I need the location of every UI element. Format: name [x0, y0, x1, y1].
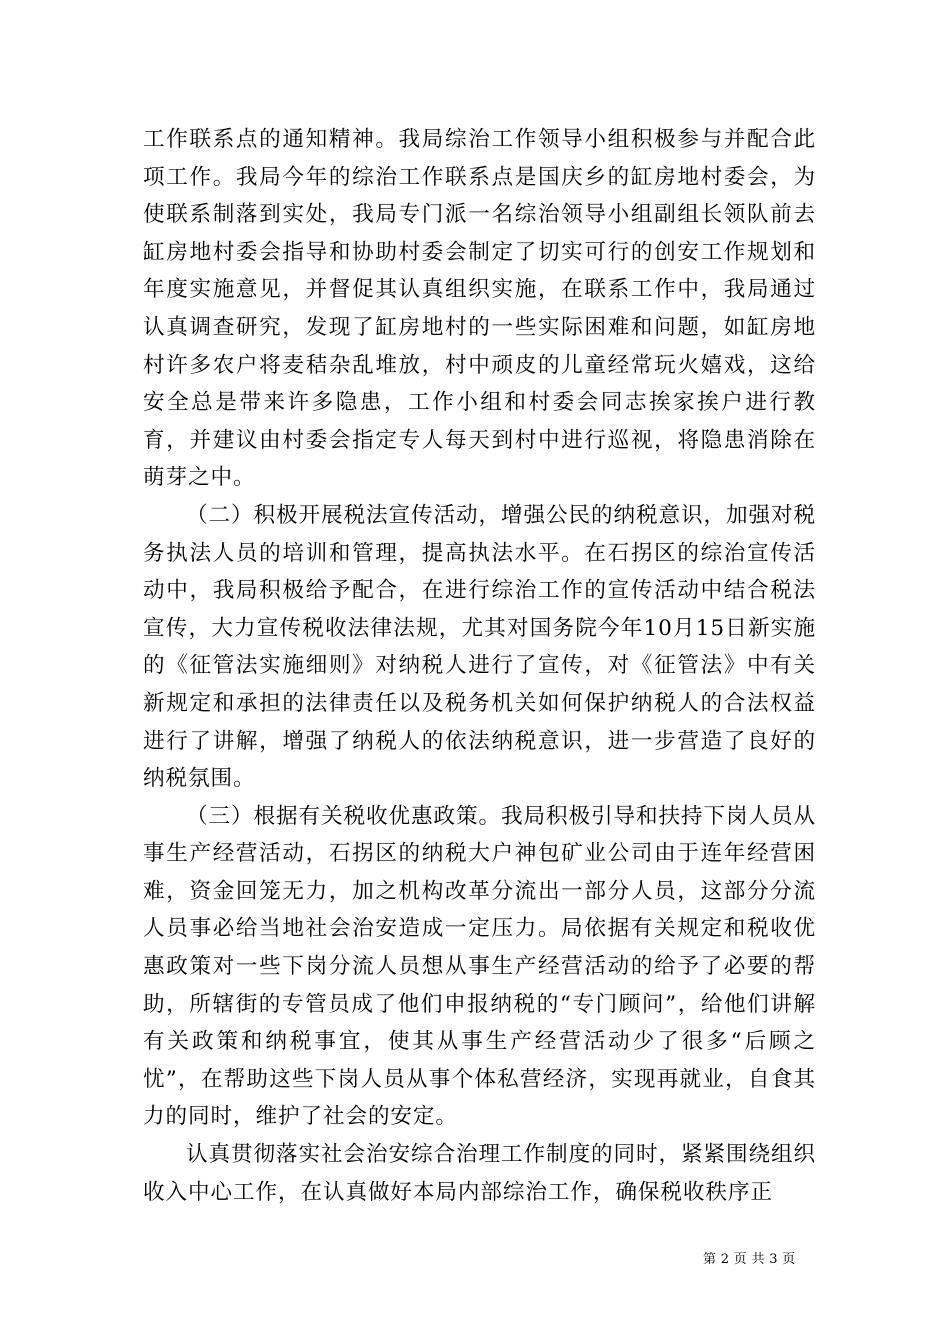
paragraph-2-tax-publicity: （二）积极开展税法宣传活动，增强公民的纳税意识，加强对税务执法人员的培训和管理，提高执法水平。在石拐区的综治宣传活动中，我局积极给予配合，在进行综治工作的宣传活动中结合税法宣传，大力宣传税收法律法规，尤其对国务院今年10月15日新实施的《征管法实施细则》对纳税人进行了宣传，对《征管法》中有关新规定和承担的法律责任以及税务机关如何保护纳税人的合法权益进行了讲解，增强了纳税人的依法纳税意识，进一步营造了良好的纳税氛围。: [143, 502, 816, 792]
page-number-footer: 第 2 页 共 3 页: [703, 1252, 796, 1267]
paragraph-3-tax-preference: （三）根据有关税收优惠政策。我局积极引导和扶持下岗人员从事生产经营活动，石拐区的纳税大户神包矿业公司由于连年经营困难，资金回笼无力，加之机构改革分流出一部分人员，这部分分流人员事必给当地社会治安造成一定压力。局依据有关规定和税收优惠政策对一些下岗分流人员想从事生产经营活动的给予了必要的帮助，所辖街的专管员成了他们申报纳税的“专门顾问”，给他们讲解有关政策和纳税事宜，使其从事生产经营活动少了很多“后顾之忧”，在帮助这些下岗人员从事个体私营经济，实现再就业，自食其力的同时，维护了社会的安定。: [143, 803, 816, 1130]
paragraph-1-continuation: 工作联系点的通知精神。我局综治工作领导小组积极参与并配合此项工作。我局今年的综治工作联系点是国庆乡的缸房地村委会，为使联系制落到实处，我局专门派一名综治领导小组副组长领队前去缸房地村委会指导和协助村委会制定了切实可行的创安工作规划和年度实施意见，并督促其认真组织实施，在联系工作中，我局通过认真调查研究，发现了缸房地村的一些实际困难和问题，如缸房地村许多农户将麦秸杂乱堆放，村中顽皮的儿童经常玩火嬉戏，这给安全总是带来许多隐患，工作小组和村委会同志挨家挨户进行教育，并建议由村委会指定专人每天到村中进行巡视，将隐患消除在萌芽之中。: [143, 127, 816, 491]
paragraph-4-conclusion: 认真贯彻落实社会治安综合治理工作制度的同时，紧紧围绕组织收入中心工作，在认真做好本局内部综治工作，确保税收秩序正: [143, 1142, 816, 1205]
document-body: [143, 121, 816, 1211]
